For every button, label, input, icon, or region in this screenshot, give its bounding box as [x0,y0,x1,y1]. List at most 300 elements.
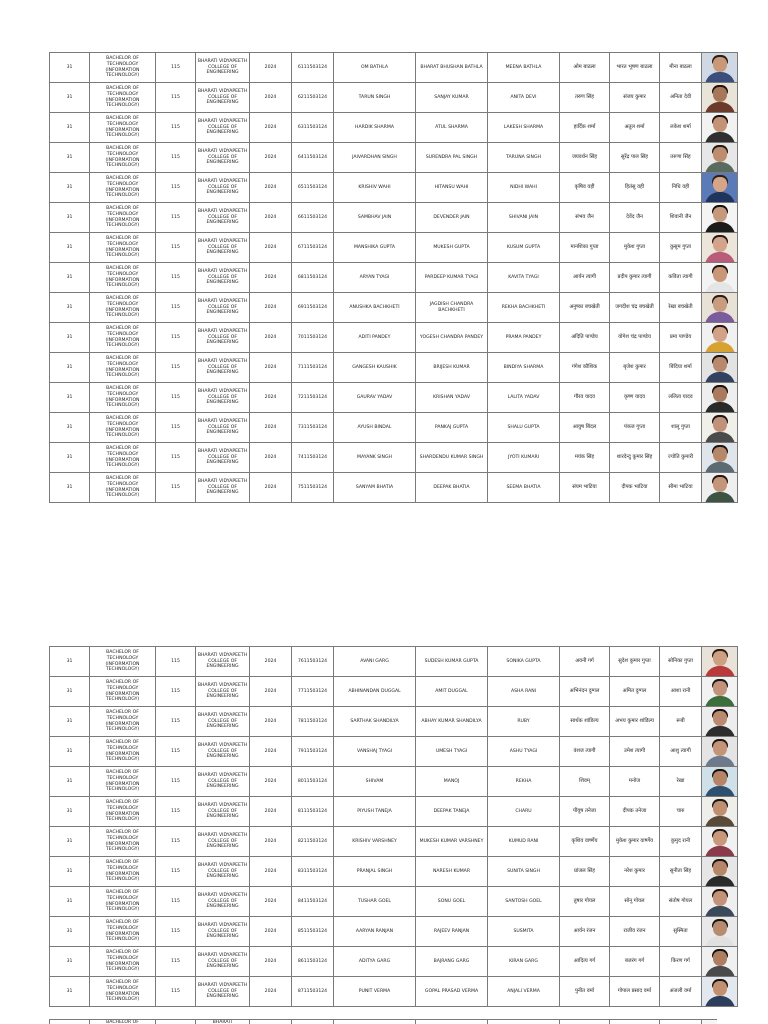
cell-course: BACHELOR OF TECHNOLOGY (INFORMATION TECHNOLOGY) [90,293,156,323]
cell-roll-number: 6911503124 [292,293,334,323]
cell-student-name: ADITI PANDEY [334,323,416,353]
cell-father-name: BAJRANG GARG [416,947,488,977]
cell-roll-number: 7711503124 [292,677,334,707]
cell-student-name-hindi: गंगेश कौशिक [560,353,610,383]
cell-student-name-hindi: अनुष्का बचखेती [560,293,610,323]
photo-face [713,87,727,102]
cell-course: BACHELOR OF TECHNOLOGY (INFORMATION TECHNOLOGY) [90,173,156,203]
cell-student-name-hindi: शिवम् [560,767,610,797]
cell-empty [250,1020,292,1024]
student-photo [702,797,738,826]
cell-roll-number: 8311503124 [292,857,334,887]
cell-code: 31 [50,827,90,857]
photo-face [713,921,727,936]
cell-year: 2024 [250,917,292,947]
cell-roll-number: 8511503124 [292,917,334,947]
cell-student-name-hindi: आयुष बिंदल [560,413,610,443]
cell-photo [702,677,738,707]
cell-mother-name: SEEMA BHATIA [488,473,560,503]
table-row [50,857,738,887]
cell-student-name: PRANJAL SINGH [334,857,416,887]
cell-code: 31 [50,887,90,917]
cell-year: 2024 [250,143,292,173]
table-row [50,233,738,263]
cell-father-name: SANJAY KUMAR [416,83,488,113]
cell-empty [488,1020,560,1024]
cell-mother-name: SONIKA GUPTA [488,647,560,677]
cell-roll-number: 8011503124 [292,767,334,797]
cell-student-name: ARYAN TYAGI [334,263,416,293]
cell-mother-name-hindi: मीना बाठला [660,53,702,83]
cell-year: 2024 [250,857,292,887]
cell-father-name-hindi: देवेंद जैन [610,203,660,233]
cell-father-name: BRIJESH KUMAR [416,353,488,383]
cell-mother-name: SANTOSH GOEL [488,887,560,917]
cell-code-2: 115 [156,767,196,797]
cell-student-name-hindi: ओम बाठला [560,53,610,83]
cell-father-name: DEEPAK BHATIA [416,473,488,503]
cell-father-name-hindi: राजीव रंजन [610,917,660,947]
cell-roll-number: 7611503124 [292,647,334,677]
cell-photo [702,233,738,263]
cell-student-name-hindi: प्रांजल सिंह [560,857,610,887]
cell-father-name: SUDESH KUMAR GUPTA [416,647,488,677]
student-photo [702,113,738,142]
student-photo [702,707,738,736]
cell-course: BACHELOR OF TECHNOLOGY (INFORMATION TECHNOLOGY) [90,707,156,737]
cell-course: BACHELOR OF TECHNOLOGY (INFORMATION TECHNOLOGY) [90,443,156,473]
cell-mother-name: ANJALI VERMA [488,977,560,1007]
cell-student-name-hindi: सार्थक शांडिल्य [560,707,610,737]
photo-face [713,951,727,966]
table-row [50,83,738,113]
cell-student-name: ANUSHKA BACHKHETI [334,293,416,323]
cell-photo [702,53,738,83]
cell-code-2: 115 [156,887,196,917]
cell-father-name: KRISHAN YADAV [416,383,488,413]
cell-father-name: NARESH KUMAR [416,857,488,887]
cell-course: BACHELOR OF TECHNOLOGY (INFORMATION TECHNOLOGY) [90,353,156,383]
student-photo [702,947,738,976]
cell-code-2: 115 [156,113,196,143]
cell-roll-number: 7111503124 [292,353,334,383]
photo-face [713,57,727,72]
table-row [50,947,738,977]
cell-institute: BHARATI VIDYAPEETH COLLEGE OF ENGINEERING [196,323,250,353]
cell-roll-number: 7911503124 [292,737,334,767]
cell-mother-name-hindi: चारु [660,797,702,827]
cell-mother-name: RUBY [488,707,560,737]
cell-father-name: SURENDRA PAL SINGH [416,143,488,173]
cell-father-name: MUKESH KUMAR VARSHNEY [416,827,488,857]
cell-roll-number: 8411503124 [292,887,334,917]
cell-code-2: 115 [156,977,196,1007]
cell-mother-name: KUMUD RANI [488,827,560,857]
cell-mother-name: CHARU [488,797,560,827]
cell-code: 31 [50,263,90,293]
cell-photo [702,143,738,173]
table-row [50,353,738,383]
cell-course: BACHELOR OF TECHNOLOGY (INFORMATION TECHNOLOGY) [90,677,156,707]
cell-student-name-hindi: पीयूष तनेजा [560,797,610,827]
cell-mother-name-hindi: प्रमा पाण्डेय [660,323,702,353]
cell-student-name-hindi: अवनी गर्ग [560,647,610,677]
student-photo [702,917,738,946]
cell-father-name-hindi: पंकज गुप्ता [610,413,660,443]
cell-roll-number: 6711503124 [292,233,334,263]
cell-institute: BHARATI VIDYAPEETH COLLEGE OF ENGINEERING [196,113,250,143]
photo-face [713,771,727,786]
cell-mother-name-hindi: तरुणा सिंह [660,143,702,173]
cell-code: 31 [50,173,90,203]
cell-roll-number: 7311503124 [292,413,334,443]
cell-code: 31 [50,353,90,383]
cell-father-name: MUKESH GUPTA [416,233,488,263]
photo-face [713,801,727,816]
partial-row-clip [49,1019,717,1024]
cell-mother-name-hindi: ज्योति कुमारी [660,443,702,473]
cell-student-name-hindi: जयवर्धन सिंह [560,143,610,173]
cell-student-name: TARUN SINGH [334,83,416,113]
cell-code: 31 [50,293,90,323]
cell-mother-name: SHALU GUPTA [488,413,560,443]
cell-empty [156,1020,196,1024]
cell-father-name: JAGDISH CHANDRA BACHKHETI [416,293,488,323]
cell-mother-name-hindi: रूबी [660,707,702,737]
cell-student-name: AYUSH BINDAL [334,413,416,443]
cell-institute: BHARATI VIDYAPEETH COLLEGE OF ENGINEERING [196,767,250,797]
cell-roll-number: 7511503124 [292,473,334,503]
photo-face [713,147,727,162]
cell-code-2: 115 [156,857,196,887]
cell-father-name: PANKAJ GUPTA [416,413,488,443]
cell-mother-name-hindi: सुस्मिता [660,917,702,947]
table-row [50,827,738,857]
cell-code-2: 115 [156,677,196,707]
cell-course: BACHELOR OF [90,1020,156,1024]
cell-mother-name-hindi: लकेश शर्मा [660,113,702,143]
table-row [50,797,738,827]
cell-mother-name-hindi: सोनिका गुप्ता [660,647,702,677]
cell-father-name-hindi: सोनू गोयल [610,887,660,917]
cell-student-name: AVANI GARG [334,647,416,677]
cell-code: 31 [50,473,90,503]
cell-mother-name-hindi: रेखा [660,767,702,797]
cell-code-2: 115 [156,443,196,473]
student-table-block-2 [49,646,717,1007]
cell-mother-name: REKHA [488,767,560,797]
student-photo [702,443,738,472]
cell-course: BACHELOR OF TECHNOLOGY (INFORMATION TECHNOLOGY) [90,647,156,677]
cell-father-name-hindi: उमेश त्यागी [610,737,660,767]
table-row [50,203,738,233]
cell-code-2: 115 [156,707,196,737]
cell-student-name-hindi: गौरव यादव [560,383,610,413]
cell-code: 31 [50,443,90,473]
cell-roll-number: 8611503124 [292,947,334,977]
student-photo [702,857,738,886]
cell-roll-number: 6211503124 [292,83,334,113]
cell-student-name-hindi: आदित्य गर्ग [560,947,610,977]
cell-mother-name-hindi: शालू गुप्ता [660,413,702,443]
student-table [49,52,738,503]
cell-institute: BHARATI VIDYAPEETH COLLEGE OF ENGINEERING [196,857,250,887]
cell-code: 31 [50,737,90,767]
cell-mother-name: PRAMA PANDEY [488,323,560,353]
student-photo [702,353,738,382]
cell-code: 31 [50,83,90,113]
cell-father-name-hindi: अतुल शर्मा [610,113,660,143]
cell-mother-name: NIDHI WAHI [488,173,560,203]
cell-institute: BHARATI VIDYAPEETH COLLEGE OF ENGINEERING [196,203,250,233]
cell-institute: BHARATI VIDYAPEETH COLLEGE OF ENGINEERING [196,977,250,1007]
table-row [50,113,738,143]
table-row [50,887,738,917]
cell-institute: BHARATI VIDYAPEETH COLLEGE OF ENGINEERING [196,917,250,947]
cell-roll-number: 8211503124 [292,827,334,857]
student-photo [702,203,738,232]
table-row [50,323,738,353]
student-photo [702,323,738,352]
cell-student-name: SANYAM BHATIA [334,473,416,503]
cell-mother-name: BINDIYA SHARMA [488,353,560,383]
cell-institute: BHARATI VIDYAPEETH COLLEGE OF ENGINEERING [196,233,250,263]
cell-year: 2024 [250,263,292,293]
cell-father-name-hindi: भारत भूषण बाठला [610,53,660,83]
cell-student-name: PIYUSH TANEJA [334,797,416,827]
cell-student-name: MAYANK SINGH [334,443,416,473]
table-row [50,293,738,323]
cell-course: BACHELOR OF TECHNOLOGY (INFORMATION TECHNOLOGY) [90,143,156,173]
table-row-partial [50,1020,718,1024]
cell-mother-name: REKHA BACHKHETI [488,293,560,323]
cell-code: 31 [50,383,90,413]
cell-student-name: GANGESH KAUSHIK [334,353,416,383]
cell-code: 31 [50,203,90,233]
cell-father-name-hindi: अमित दुग्गल [610,677,660,707]
cell-code: 31 [50,857,90,887]
cell-mother-name-hindi: अंजली वर्मा [660,977,702,1007]
cell-father-name: MANOJ [416,767,488,797]
cell-roll-number: 6811503124 [292,263,334,293]
table-row [50,647,738,677]
cell-father-name-hindi: प्रदीप कुमार त्यागी [610,263,660,293]
photo-face [713,327,727,342]
student-table-block-1 [49,52,717,503]
cell-mother-name-hindi: कुमुद रानी [660,827,702,857]
cell-year: 2024 [250,83,292,113]
cell-father-name: DEEPAK TANEJA [416,797,488,827]
cell-father-name: ABHAY KUMAR SHANDILYA [416,707,488,737]
cell-roll-number: 6311503124 [292,113,334,143]
cell-code-2: 115 [156,203,196,233]
cell-roll-number: 7211503124 [292,383,334,413]
photo-face [713,831,727,846]
student-photo [702,263,738,292]
cell-institute: BHARATI VIDYAPEETH COLLEGE OF ENGINEERING [196,827,250,857]
cell-student-name-hindi: अदिति पाण्डेय [560,323,610,353]
cell-institute: BHARATI VIDYAPEETH COLLEGE OF ENGINEERING [196,383,250,413]
cell-photo [702,797,738,827]
cell-father-name-hindi: सुदेश कुमार गुप्ता [610,647,660,677]
cell-year: 2024 [250,113,292,143]
table-row [50,767,738,797]
cell-code-2: 115 [156,53,196,83]
cell-photo [702,443,738,473]
table-row [50,443,738,473]
cell-mother-name: SUSMITA [488,917,560,947]
cell-code: 31 [50,707,90,737]
student-photo [702,143,738,172]
cell-code: 31 [50,53,90,83]
cell-code-2: 115 [156,233,196,263]
cell-code-2: 115 [156,383,196,413]
cell-course: BACHELOR OF TECHNOLOGY (INFORMATION TECHNOLOGY) [90,203,156,233]
cell-student-name: MANSHIKA GUPTA [334,233,416,263]
student-photo [702,887,738,916]
cell-empty [560,1020,610,1024]
cell-student-name-hindi: वंशज त्यागी [560,737,610,767]
table-row [50,707,738,737]
cell-father-name: DEVENDER JAIN [416,203,488,233]
cell-code-2: 115 [156,353,196,383]
cell-year: 2024 [250,797,292,827]
student-photo [702,977,738,1006]
cell-institute: BHARATI VIDYAPEETH COLLEGE OF ENGINEERING [196,353,250,383]
cell-mother-name: LALITA YADAV [488,383,560,413]
cell-mother-name-hindi: निधि वही [660,173,702,203]
cell-code-2: 115 [156,947,196,977]
cell-year: 2024 [250,707,292,737]
cell-mother-name: JYOTI KUMARI [488,443,560,473]
cell-year: 2024 [250,887,292,917]
photo-face [713,237,727,252]
cell-code: 31 [50,143,90,173]
student-photo [702,647,738,676]
photo-face [713,891,727,906]
photo-face [713,387,727,402]
cell-father-name: PARDEEP KUMAR TYAGI [416,263,488,293]
cell-year: 2024 [250,737,292,767]
cell-father-name: HITANSU WAHI [416,173,488,203]
cell-student-name-hindi: पुनीत वर्मा [560,977,610,1007]
cell-photo [702,413,738,443]
cell-photo [702,473,738,503]
table-row [50,383,738,413]
photo-face [713,861,727,876]
cell-mother-name-hindi: संतोष गोयल [660,887,702,917]
table-row [50,917,738,947]
cell-institute: BHARATI VIDYAPEETH COLLEGE OF ENGINEERING [196,263,250,293]
cell-empty [416,1020,488,1024]
cell-father-name: YOGESH CHANDRA PANDEY [416,323,488,353]
photo-face [713,681,727,696]
cell-student-name: HARDIK SHARMA [334,113,416,143]
photo-face [713,117,727,132]
cell-course: BACHELOR OF TECHNOLOGY (INFORMATION TECHNOLOGY) [90,53,156,83]
student-photo [702,233,738,262]
cell-photo [702,857,738,887]
cell-course: BACHELOR OF TECHNOLOGY (INFORMATION TECHNOLOGY) [90,887,156,917]
cell-father-name-hindi: जगदीश चंद्र बचखेती [610,293,660,323]
cell-course: BACHELOR OF TECHNOLOGY (INFORMATION TECHNOLOGY) [90,827,156,857]
cell-father-name-hindi: नरेश कुमार [610,857,660,887]
cell-father-name-hindi: मुकेश कुमार वार्ष्णेय [610,827,660,857]
cell-photo [702,353,738,383]
photo-face [713,447,727,462]
cell-photo [702,263,738,293]
cell-mother-name-hindi: कविता त्यागी [660,263,702,293]
photo-face [713,177,727,192]
cell-photo [702,887,738,917]
photo-face [713,711,727,726]
cell-institute: BHARATI VIDYAPEETH COLLEGE OF ENGINEERING [196,737,250,767]
cell-roll-number: 7411503124 [292,443,334,473]
cell-photo [702,977,738,1007]
cell-photo [702,203,738,233]
cell-empty [610,1020,660,1024]
cell-code: 31 [50,917,90,947]
cell-code: 31 [50,233,90,263]
photo-face [713,981,727,996]
cell-course: BACHELOR OF TECHNOLOGY (INFORMATION TECHNOLOGY) [90,797,156,827]
cell-institute: BHARATI VIDYAPEETH COLLEGE OF ENGINEERING [196,173,250,203]
student-photo [702,293,738,322]
cell-code: 31 [50,413,90,443]
cell-course: BACHELOR OF TECHNOLOGY (INFORMATION TECHNOLOGY) [90,857,156,887]
cell-student-name: JAIVARDHAN SINGH [334,143,416,173]
cell-roll-number: 6611503124 [292,203,334,233]
cell-institute: BHARATI VIDYAPEETH COLLEGE OF ENGINEERING [196,797,250,827]
cell-mother-name-hindi: आशु त्यागी [660,737,702,767]
cell-empty [50,1020,90,1024]
cell-photo [702,647,738,677]
cell-student-name-hindi: कृशिव वार्ष्णेय [560,827,610,857]
cell-roll-number: 6511503124 [292,173,334,203]
cell-mother-name: KUSUM GUPTA [488,233,560,263]
cell-code-2: 115 [156,473,196,503]
cell-father-name-hindi: बृजेश कुमार [610,353,660,383]
table-row [50,413,738,443]
cell-photo [702,173,738,203]
cell-institute: BHARATI VIDYAPEETH COLLEGE OF ENGINEERING [196,143,250,173]
cell-year: 2024 [250,413,292,443]
cell-mother-name-hindi: अनिता देवी [660,83,702,113]
cell-code: 31 [50,677,90,707]
table-row [50,143,738,173]
cell-mother-name-hindi: किरण गर्ग [660,947,702,977]
student-table-partial [49,1019,717,1024]
cell-year: 2024 [250,827,292,857]
cell-photo [702,113,738,143]
cell-year: 2024 [250,767,292,797]
cell-student-name-hindi: आर्यन त्यागी [560,263,610,293]
cell-roll-number: 6111503124 [292,53,334,83]
cell-code-2: 115 [156,827,196,857]
cell-photo [702,737,738,767]
cell-institute: BHARATI [196,1020,250,1024]
cell-course: BACHELOR OF TECHNOLOGY (INFORMATION TECHNOLOGY) [90,413,156,443]
cell-code: 31 [50,947,90,977]
cell-course: BACHELOR OF TECHNOLOGY (INFORMATION TECHNOLOGY) [90,323,156,353]
cell-course: BACHELOR OF TECHNOLOGY (INFORMATION TECHNOLOGY) [90,383,156,413]
cell-mother-name: ANITA DEVI [488,83,560,113]
student-photo [702,83,738,112]
cell-year: 2024 [250,353,292,383]
student-photo [702,827,738,856]
cell-father-name-hindi: कृष्ण यादव [610,383,660,413]
cell-mother-name: MEENA BATHLA [488,53,560,83]
